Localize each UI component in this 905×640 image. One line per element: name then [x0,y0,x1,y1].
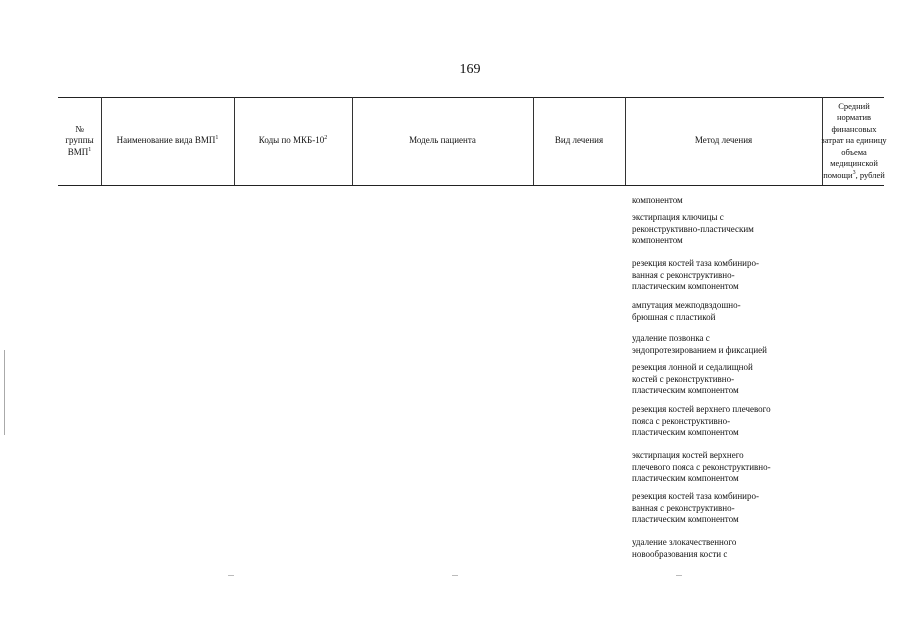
method-line: пояса с реконструктивно- [632,415,731,426]
method-entry [632,404,817,439]
method-line: резекция лонной и седалищной [632,362,753,372]
header-icd-codes [234,97,352,185]
method-line: ванная с реконструктивно- [632,269,735,280]
method-line: резекция костей таза комбиниро- [632,258,759,268]
scan-artifact [452,575,458,576]
footnote-ref: 3 [852,169,856,176]
method-line: компонентом [632,235,683,246]
method-entry [632,258,817,293]
header-text: , рублей [855,169,885,180]
method-line: реконструктивно-пластическим [632,223,754,234]
method-line: новообразования кости с [632,548,728,559]
header-text: Средний [838,101,870,112]
method-entry [632,212,817,247]
method-line: пластическим компонентом [632,473,739,484]
method-line: костей с реконструктивно- [632,373,735,384]
method-line: пластическим компонентом [632,281,739,292]
header-patient-model: Модель пациента [409,135,476,146]
scan-artifact [676,575,682,576]
method-line: резекция костей таза комбиниро- [632,491,759,501]
scan-margin-mark [4,350,5,435]
header-treatment-type: Вид лечения [554,135,604,146]
method-entry [632,537,817,560]
method-entry [632,333,817,356]
header-average-cost [822,97,886,185]
method-line: резекция костей верхнего плечевого [632,404,771,414]
method-line: эндопротезированием и фиксацией [632,344,767,355]
method-line: пластическим компонентом [632,385,739,396]
header-bottom-border [58,185,884,186]
header-group-number [58,97,101,185]
method-line: брюшная с пластикой [632,311,716,322]
method-line: удаление злокачественного [632,537,737,547]
header-text: Коды по МКБ-10 [258,135,325,146]
method-entry [632,450,817,485]
method-line: ванная с реконструктивно- [632,502,735,513]
header-text: объема [841,146,867,157]
method-line: пластическим компонентом [632,514,739,525]
method-line: экстирпация ключицы с [632,212,724,222]
method-entry [632,195,817,207]
header-text: норматив [836,112,872,123]
method-entry [632,491,817,526]
header-text: затрат на единицу [821,135,887,146]
method-line: плечевого пояса с реконструктивно- [632,461,771,472]
method-line: ампутация межподвздошно- [632,300,741,310]
scan-artifact [228,575,234,576]
header-text: ВМП [67,146,89,157]
method-entry [632,362,817,397]
header-treatment-method: Метод лечения [694,135,753,146]
footnote-ref: 2 [324,135,328,142]
header-text: помощи [823,169,853,180]
page-number: 169 [459,62,481,77]
footnote-ref: 1 [215,135,219,142]
header-text: группы [65,135,94,146]
header-text: финансовых [831,123,877,134]
header-vmp-name [101,97,234,185]
header-text: Наименование вида ВМП [116,135,216,146]
header-text: медицинской [830,158,878,169]
header-text: № [75,123,84,134]
footnote-ref: 1 [88,146,92,153]
method-entry [632,300,817,323]
method-line: удаление позвонка с [632,333,710,343]
method-line: экстирпация костей верхнего [632,450,744,460]
method-line: компонентом [632,195,683,205]
method-line: пластическим компонентом [632,427,739,438]
